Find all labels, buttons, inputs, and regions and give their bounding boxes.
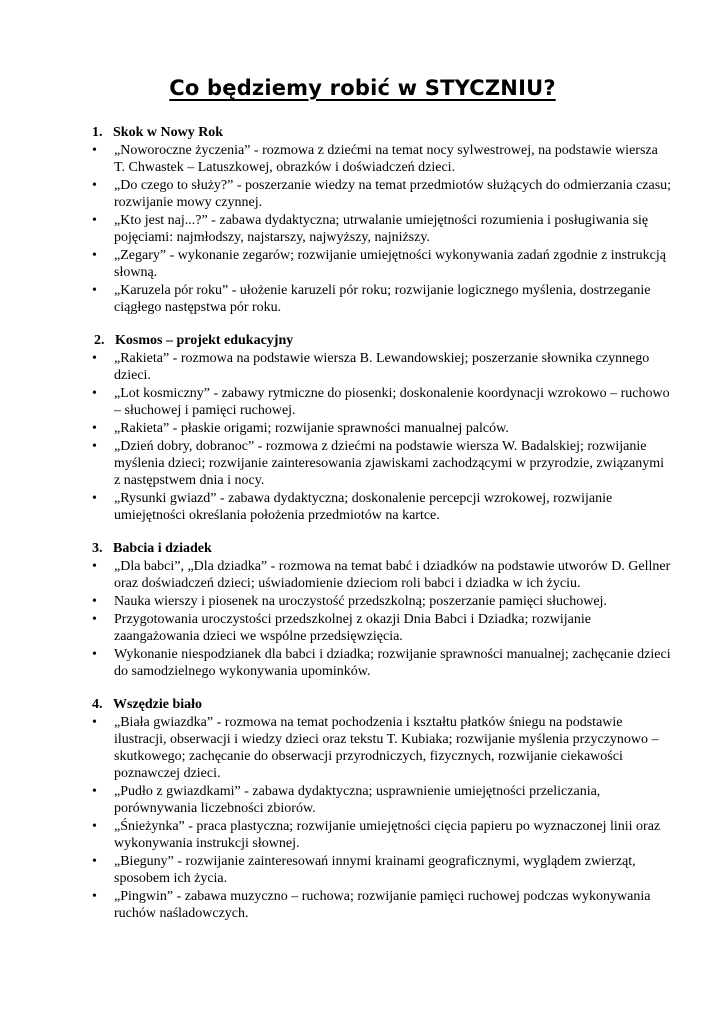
section-number: 1. bbox=[92, 125, 103, 140]
content bbox=[92, 124, 672, 938]
list-item: • „Pingwin” - zabawa muzyczno – ruchowa; rozwijanie pamięci ruchowej podczas wykonywania ruchów naśladowczych. bbox=[92, 888, 672, 922]
section-title: Wszędzie biało bbox=[113, 697, 203, 712]
section-title: Skok w Nowy Rok bbox=[113, 125, 224, 140]
section-title: Kosmos – projekt edukacyjny bbox=[115, 333, 294, 348]
item-list bbox=[92, 142, 672, 316]
list-item: • Wykonanie niespodzianek dla babci i dziadka; rozwijanie sprawności manualnej; zachęcanie dzieci do samodzielnego wykonywania upominków. bbox=[92, 646, 672, 680]
section-2 bbox=[92, 332, 672, 524]
item-list bbox=[92, 558, 672, 680]
list-item: • „Rakieta” - rozmowa na podstawie wiersza B. Lewandowskiej; poszerzanie słownika czynnego dzieci. bbox=[92, 350, 672, 384]
list-item: • „Zegary” - wykonanie zegarów; rozwijanie umiejętności wykonywania zadań zgodnie z instrukcją słowną. bbox=[92, 247, 672, 281]
item-list bbox=[92, 714, 672, 922]
section-1 bbox=[92, 124, 672, 316]
list-item: • „Lot kosmiczny” - zabawy rytmiczne do piosenki; doskonalenie koordynacji wzrokowo – ruchowo – słuchowej i pamięci ruchowej. bbox=[92, 385, 672, 419]
list-item: • „Śnieżynka” - praca plastyczna; rozwijanie umiejętności cięcia papieru po wyznaczonej linii oraz wykonywania instrukcji słownej. bbox=[92, 818, 672, 852]
section-heading bbox=[92, 696, 672, 713]
list-item: • „Pudło z gwiazdkami” - zabawa dydaktyczna; usprawnienie umiejętności przeliczania, porównywania liczebności zbiorów. bbox=[92, 783, 672, 817]
section-4 bbox=[92, 696, 672, 922]
section-heading bbox=[92, 332, 672, 349]
section-3 bbox=[92, 540, 672, 680]
page-title: Co będziemy robić w STYCZNIU? bbox=[169, 76, 556, 100]
list-item: • „Dzień dobry, dobranoc” - rozmowa z dziećmi na podstawie wiersza W. Badalskiej; rozwijanie myślenia dzieci; rozwijanie zainteresowania zjawiskami zachodzącymi w przyrodzie, związanymi z następstwem dnia i nocy. bbox=[92, 438, 672, 489]
section-number: 3. bbox=[92, 541, 103, 556]
section-number: 4. bbox=[92, 697, 103, 712]
list-item: • „Rakieta” - płaskie origami; rozwijanie sprawności manualnej palców. bbox=[92, 420, 672, 437]
list-item: • „Rysunki gwiazd” - zabawa dydaktyczna; doskonalenie percepcji wzrokowej, rozwijanie umiejętności określania położenia przedmiotów na kartce. bbox=[92, 490, 672, 524]
list-item: • „Karuzela pór roku” - ułożenie karuzeli pór roku; rozwijanie logicznego myślenia, dostrzeganie ciągłego następstwa pór roku. bbox=[92, 282, 672, 316]
list-item: • „Noworoczne życzenia” - rozmowa z dziećmi na temat nocy sylwestrowej, na podstawie wiersza T. Chwastek – Latuszkowej, obrazków i doświadczeń dzieci. bbox=[92, 142, 672, 176]
list-item: • „Biała gwiazdka” - rozmowa na temat pochodzenia i kształtu płatków śniegu na podstawie ilustracji, obserwacji i wiedzy dzieci oraz tekstu T. Kubiaka; rozwijanie myślenia przyczynowo – skutkowego; zachęcanie do obserwacji przyrodniczych, fizycznych, rozwijanie ciekawości poznawczej dzieci. bbox=[92, 714, 672, 782]
section-heading bbox=[92, 124, 672, 141]
section-heading bbox=[92, 540, 672, 557]
section-number: 2. bbox=[94, 333, 105, 348]
list-item: • „Bieguny” - rozwijanie zainteresowań innymi krainami geograficznymi, wyglądem zwierząt, sposobem ich życia. bbox=[92, 853, 672, 887]
list-item: • Nauka wierszy i piosenek na uroczystość przedszkolną; poszerzanie pamięci słuchowej. bbox=[92, 593, 672, 610]
item-list bbox=[92, 350, 672, 524]
list-item: • Przygotowania uroczystości przedszkolnej z okazji Dnia Babci i Dziadka; rozwijanie zaangażowania dzieci we wspólne przedsięwzięcia. bbox=[92, 611, 672, 645]
list-item: • „Dla babci”, „Dla dziadka” - rozmowa na temat babć i dziadków na podstawie utworów D. Gellner oraz doświadczeń dzieci; uświadomienie dzieciom roli babci i dziadka w ich życiu. bbox=[92, 558, 672, 592]
section-title: Babcia i dziadek bbox=[113, 541, 212, 556]
list-item: • „Kto jest naj...?” - zabawa dydaktyczna; utrwalanie umiejętności rozumienia i posługiwania się pojęciami: najmłodszy, najstarszy, najwyższy, najniższy. bbox=[92, 212, 672, 246]
list-item: • „Do czego to służy?” - poszerzanie wiedzy na temat przedmiotów służących do odmierzania czasu; rozwijanie mowy czynnej. bbox=[92, 177, 672, 211]
